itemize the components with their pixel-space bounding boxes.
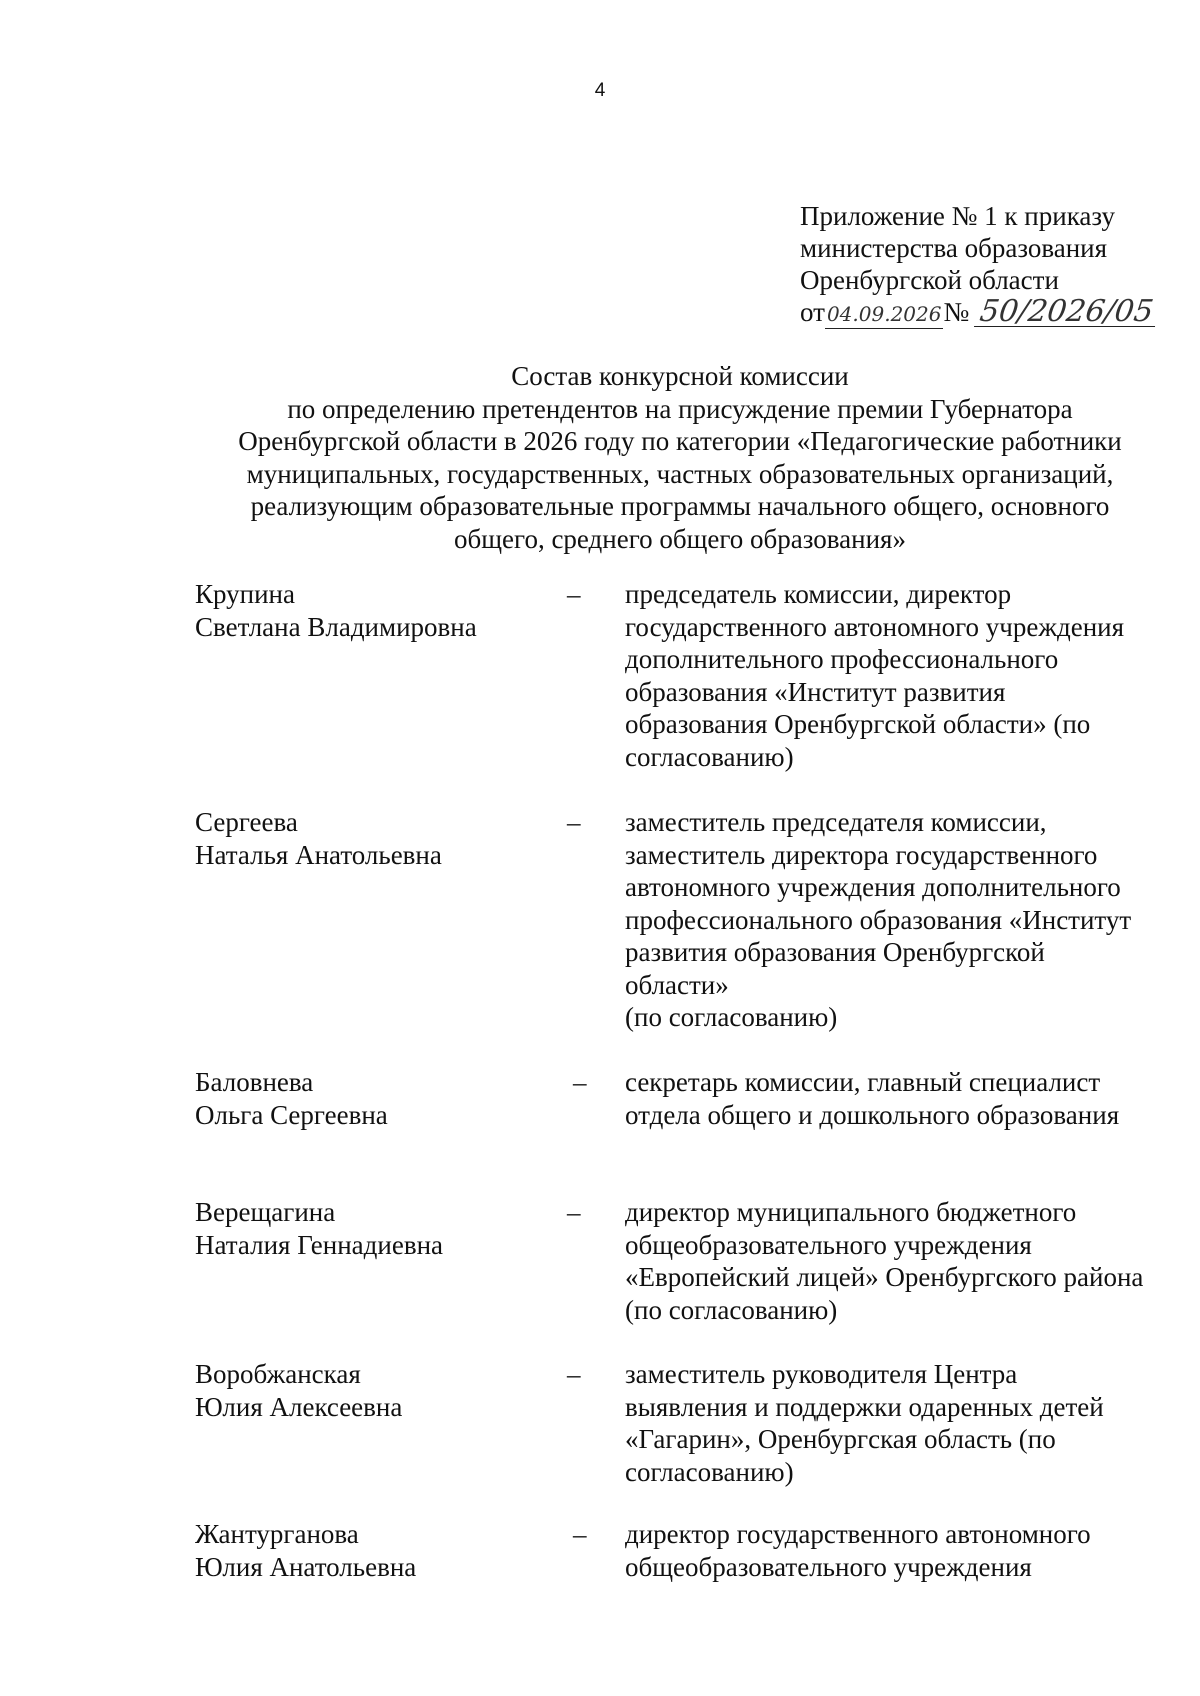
- member-surname: Жантурганова: [195, 1519, 359, 1549]
- role-line: общеобразовательного учреждения: [625, 1551, 1032, 1582]
- number-prefix: №: [943, 297, 970, 327]
- member-given-names: Светлана Владимировна: [195, 611, 477, 642]
- separator-dash: –: [573, 1519, 587, 1549]
- role-line: директор муниципального бюджетного: [625, 1197, 1077, 1227]
- separator-dash: –: [567, 579, 581, 609]
- member-given-names: Наталия Геннадиевна: [195, 1229, 443, 1260]
- document-title: [180, 360, 1180, 555]
- role-line: «Европейский лицей» Оренбургского района: [625, 1262, 1144, 1292]
- member-role: [625, 578, 1185, 773]
- order-date-number-line: [800, 296, 1180, 329]
- member-surname: Сергеева: [195, 807, 298, 837]
- title-line: Состав конкурсной комиссии: [511, 361, 849, 391]
- member-name: [195, 578, 575, 643]
- handwritten-date: 04.09.2026: [825, 300, 944, 329]
- role-line: заместитель председателя комиссии,: [625, 807, 1047, 837]
- role-line: согласованию): [625, 741, 794, 772]
- role-line: согласованию): [625, 1456, 794, 1487]
- title-line: реализующим образовательные программы начального общего, основного: [250, 491, 1110, 521]
- role-line: председатель комиссии, директор: [625, 579, 1012, 609]
- title-line: Оренбургской области в 2026 году по категории «Педагогические работники: [238, 426, 1122, 456]
- role-line: (по согласованию): [625, 1294, 838, 1325]
- member-surname: Воробжанская: [195, 1359, 361, 1389]
- handwritten-order-number: 50/2026/05: [974, 298, 1159, 327]
- role-line: заместитель директора государственного: [625, 839, 1098, 870]
- member-given-names: Ольга Сергеевна: [195, 1099, 388, 1130]
- title-line: муниципальных, государственных, частных образовательных организаций,: [246, 458, 1114, 489]
- role-line: заместитель руководителя Центра: [625, 1359, 1018, 1389]
- role-line: государственного автономного учреждения: [625, 611, 1125, 642]
- member-given-names: Юлия Анатольевна: [195, 1551, 417, 1582]
- member-surname: Крупина: [195, 579, 295, 609]
- role-line: (по согласованию): [625, 1002, 838, 1032]
- role-line: секретарь комиссии, главный специалист: [625, 1067, 1101, 1097]
- member-role: [625, 1196, 1185, 1326]
- role-line: отдела общего и дошкольного образования: [625, 1099, 1120, 1130]
- member-given-names: Юлия Алексеевна: [195, 1391, 403, 1422]
- role-line: общеобразовательного учреждения: [625, 1229, 1032, 1260]
- member-name: [195, 1358, 575, 1423]
- title-line: общего, среднего общего образования»: [454, 523, 906, 554]
- role-line: автономного учреждения дополнительного: [625, 872, 1121, 902]
- member-name: [195, 1518, 575, 1583]
- separator-dash: –: [567, 1359, 581, 1389]
- role-line: образования «Институт развития: [625, 676, 1006, 707]
- role-line: «Гагарин», Оренбургская область (по: [625, 1424, 1056, 1454]
- separator-dash: –: [567, 1197, 581, 1227]
- role-line: профессионального образования «Институт: [625, 904, 1132, 935]
- appendix-line-1: Приложение № 1 к приказу: [800, 201, 1115, 231]
- member-name: [195, 806, 575, 871]
- member-surname: Баловнева: [195, 1067, 314, 1097]
- title-line: по определению претендентов на присуждение премии Губернатора: [287, 393, 1073, 424]
- member-name: [195, 1196, 575, 1261]
- member-role: [625, 1066, 1185, 1131]
- role-line: выявления и поддержки одаренных детей: [625, 1391, 1104, 1422]
- member-given-names: Наталья Анатольевна: [195, 839, 442, 870]
- from-prefix: от: [800, 297, 825, 327]
- member-role: [625, 806, 1185, 1034]
- member-name: [195, 1066, 575, 1131]
- separator-dash: –: [567, 807, 581, 837]
- role-line: области»: [625, 969, 729, 1000]
- role-line: дополнительного профессионального: [625, 644, 1059, 674]
- member-role: [625, 1358, 1185, 1488]
- appendix-line-3: Оренбургской области: [800, 265, 1059, 295]
- role-line: развития образования Оренбургской: [625, 937, 1045, 967]
- role-line: образования Оренбургской области» (по: [625, 709, 1091, 739]
- member-role: [625, 1518, 1185, 1583]
- appendix-header: [800, 200, 1180, 329]
- member-surname: Верещагина: [195, 1197, 336, 1227]
- role-line: директор государственного автономного: [625, 1519, 1091, 1549]
- page-number: 4: [594, 80, 606, 101]
- appendix-line-2: министерства образования: [800, 233, 1108, 263]
- separator-dash: –: [573, 1067, 587, 1097]
